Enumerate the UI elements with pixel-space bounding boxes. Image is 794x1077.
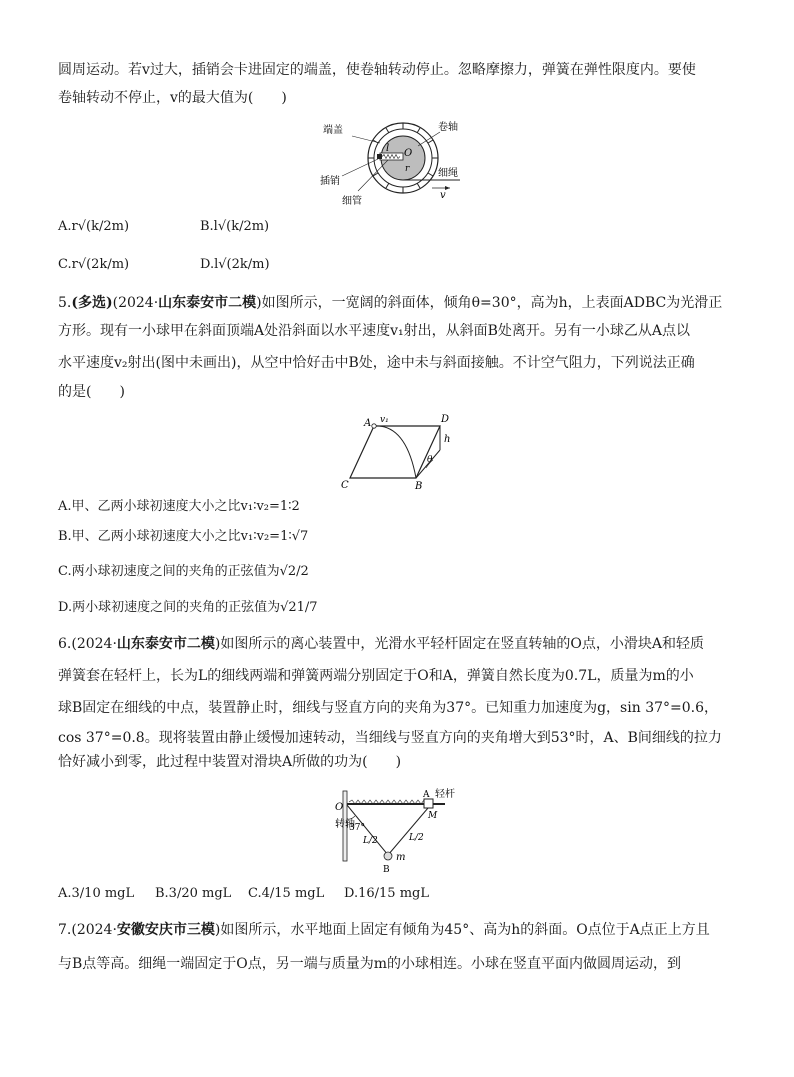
figure-incline xyxy=(340,410,470,490)
label-theta: θ xyxy=(427,455,433,465)
q6-line-1 xyxy=(58,634,704,654)
q6-source: 山东泰安市二模 xyxy=(116,636,215,652)
q6-number: 6. xyxy=(58,636,72,652)
q6-line-3: 球B固定在细线的中点，装置静止时，细线与竖直方向的夹角为37°。已知重力加速度为g，sin 37°=0.6， xyxy=(58,700,719,716)
q6-option-d[interactable]: D.16/15 mgL xyxy=(344,886,429,901)
q6-option-b[interactable]: B.3/20 mgL xyxy=(155,886,232,901)
q7-line-2: 与B点等高。细绳一端固定于O点，另一端与质量为m的小球相连。小球在竖直平面内做圆周运动，到 xyxy=(58,956,682,972)
label-m: m xyxy=(396,852,406,863)
q5-line-2: 方形。现有一小球甲在斜面顶端A处沿斜面以水平速度v₁射出，从斜面B处离开。另有一小球乙从A点以 xyxy=(58,323,691,339)
label-reel: 卷轴 xyxy=(438,122,458,133)
leader-cap xyxy=(352,136,380,143)
label-a: A xyxy=(423,790,430,800)
label-b: B xyxy=(383,865,390,875)
label-c: C xyxy=(341,480,349,491)
q7-number: 7. xyxy=(58,922,72,938)
q6-option-a[interactable]: A.3/10 mgL xyxy=(58,886,135,901)
label-tube: 细管 xyxy=(342,196,362,207)
label-rod: 轻杆 xyxy=(435,789,455,800)
q5-number: 5. xyxy=(58,295,72,311)
label-end-cap: 端盖 xyxy=(323,125,343,136)
q5-option-a[interactable]: A.甲、乙两小球初速度大小之比v₁∶v₂=1∶2 xyxy=(58,499,300,514)
label-o: O xyxy=(335,802,344,813)
q5-option-c[interactable]: C.两小球初速度之间的夹角的正弦值为√2/2 xyxy=(58,564,309,579)
label-half-length-left: L/2 xyxy=(363,836,378,846)
q6-option-c[interactable]: C.4/15 mgL xyxy=(248,886,325,901)
q5-option-b[interactable]: B.甲、乙两小球初速度大小之比v₁∶v₂=1∶√7 xyxy=(58,529,309,544)
ball-b xyxy=(384,852,392,860)
q7-source: 安徽安庆市三模 xyxy=(116,922,215,938)
q7-stem-1: 如图所示，水平地面上固定有倾角为45°、高为h的斜面。O点位于A点正上方且 xyxy=(220,922,710,938)
q5-option-d[interactable]: D.两小球初速度之间的夹角的正弦值为√21/7 xyxy=(58,600,318,615)
label-rope: 细绳 xyxy=(438,168,458,179)
q5-line-1 xyxy=(58,293,722,313)
label-m-point: M xyxy=(428,811,438,821)
label-v: v xyxy=(440,190,446,201)
label-angle: 37° xyxy=(349,823,365,833)
leader-pin xyxy=(342,159,378,176)
q7-line-1 xyxy=(58,920,710,940)
label-l: l xyxy=(386,143,390,154)
q4-option-a[interactable]: A.r√(k/2m) xyxy=(58,219,130,234)
label-d: D xyxy=(441,414,450,425)
label-r: r xyxy=(405,164,410,174)
q5-line-3: 水平速度v₂射出(图中未画出)，从空中恰好击中B处，途中未与斜面接触。不计空气阻力，下列说法正确 xyxy=(58,355,695,371)
q7-source-open: (2024· xyxy=(71,922,117,938)
label-h: h xyxy=(444,434,451,445)
q4-option-d[interactable]: D.l√(2k/m) xyxy=(200,257,270,272)
label-v1: v₁ xyxy=(380,415,389,425)
q5-tag: (多选) xyxy=(71,295,113,311)
label-half-length-right: L/2 xyxy=(409,833,424,843)
label-pin: 插销 xyxy=(320,176,340,187)
slider-a xyxy=(424,799,433,808)
q5-source: 山东泰安市二模 xyxy=(158,295,257,311)
q6-line-4: cos 37°=0.8。现将装置由静止缓慢加速转动，当细线与竖直方向的夹角增大到53°时，A、B间细线的拉力 xyxy=(58,730,722,746)
label-o: O xyxy=(404,148,413,159)
velocity-arrowhead xyxy=(445,186,450,190)
figure-reel xyxy=(320,118,470,208)
q6-source-open: (2024· xyxy=(71,636,117,652)
incline-face xyxy=(350,426,440,478)
q5-source-open: (2024· xyxy=(112,295,159,311)
q5-source-close: ) xyxy=(256,295,262,311)
q4-option-b[interactable]: B.l√(k/2m) xyxy=(200,219,270,234)
thread-right xyxy=(388,808,428,855)
pin xyxy=(377,154,382,159)
q4-option-c[interactable]: C.r√(2k/m) xyxy=(58,257,130,272)
q7-source-close: ) xyxy=(214,922,221,938)
q6-line-5: 恰好减小到零，此过程中装置对滑块A所做的功为( ) xyxy=(58,754,402,770)
q5-stem-1: 如图所示，一宽阔的斜面体，倾角θ=30°，高为h，上表面ADBC为光滑正 xyxy=(261,295,723,311)
intro-line-1: 圆周运动。若v过大，插销会卡进固定的端盖，使卷轴转动停止。忽略摩擦力，弹簧在弹性限度内。要使 xyxy=(58,62,696,78)
intro-line-2: 卷轴转动不停止，v的最大值为( ) xyxy=(58,90,287,106)
q6-line-2: 弹簧套在轻杆上，长为L的细线两端和弹簧两端分别固定于O和A，弹簧自然长度为0.7L，质量为m的小 xyxy=(58,668,694,684)
figure-centrifuge xyxy=(335,785,475,875)
q6-stem-1: 如图所示的离心装置中，光滑水平轻杆固定在竖直转轴的O点，小滑块A和轻质 xyxy=(220,636,704,652)
tube xyxy=(380,153,403,160)
q5-line-4: 的是( ) xyxy=(58,384,125,400)
label-b: B xyxy=(415,481,423,492)
ball-a xyxy=(372,424,376,428)
q6-source-close: ) xyxy=(214,636,221,652)
ball-trajectory xyxy=(374,426,416,478)
label-axis: 转轴 xyxy=(335,819,355,830)
label-a: A xyxy=(364,418,372,429)
